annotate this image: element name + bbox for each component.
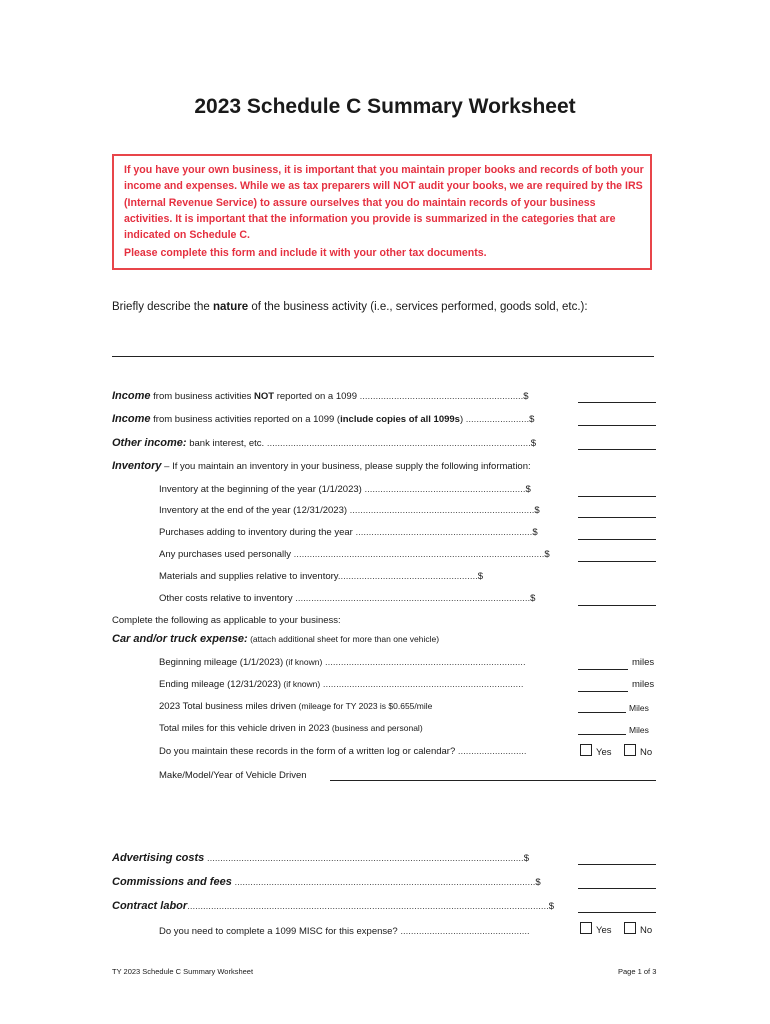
income-not-1099-field[interactable] (578, 390, 656, 403)
make-model-field[interactable] (330, 768, 656, 781)
misc-no-option[interactable] (624, 922, 652, 936)
no-label: No (640, 925, 653, 936)
car-note: (attach additional sheet for more than one vehicle) (247, 634, 440, 644)
inventory-item-label: Inventory at the beginning of the year (1/1/2023) (159, 484, 362, 495)
income-text: from business activities reported on a 1099 ( (150, 414, 341, 425)
advertising-label: Advertising costs (112, 852, 205, 864)
currency-sign: $ (523, 391, 529, 402)
other-income-text: bank interest, etc. (186, 438, 265, 449)
currency-sign: $ (530, 438, 537, 449)
mileage-rate-note: (mileage for TY 2023 is $0.655/mile (296, 701, 433, 711)
advertising-field[interactable] (578, 852, 656, 865)
business-miles-field[interactable] (578, 701, 626, 713)
records-question-text: Do you maintain these records in the form of a written log or calendar? (159, 746, 456, 757)
commissions-label: Commissions and fees (112, 876, 232, 888)
records-yes-option[interactable] (580, 744, 612, 758)
checkbox-icon[interactable] (624, 744, 636, 756)
currency-sign: $ (535, 877, 541, 888)
footer-left: TY 2023 Schedule C Summary Worksheet (112, 967, 254, 976)
footer-page-number: Page 1 of 3 (618, 967, 657, 976)
dot-leader: ................................................................... (352, 527, 533, 538)
dot-leader: ...................................................................... (347, 505, 535, 516)
if-known-note: (if known) (281, 679, 321, 689)
begin-mileage-row (159, 657, 526, 668)
car-label: Car and/or truck expense: (112, 633, 248, 645)
inventory-header (112, 460, 531, 472)
inventory-item (159, 505, 540, 516)
end-mileage-label: Ending mileage (12/31/2023) (159, 679, 282, 690)
nature-bold: nature (213, 301, 249, 313)
checkbox-icon[interactable] (580, 922, 592, 934)
inventory-item-label: Inventory at the end of the year (12/31/2023) (159, 505, 348, 516)
dot-leader: .................................................................................................... (264, 438, 531, 449)
miles-label: Miles (629, 703, 649, 713)
inventory-item-label: Any purchases used personally (159, 549, 292, 560)
dot-leader: ..................................................... (337, 571, 478, 582)
vehicle-miles-field[interactable] (578, 723, 626, 735)
dot-leader: ............................................................. (361, 484, 526, 495)
if-known-note: (if known) (283, 657, 323, 667)
page-title: 2023 Schedule C Summary Worksheet (194, 95, 576, 118)
dot-leader: ........................................................................................................................ (204, 853, 524, 864)
inventory-begin-field[interactable] (578, 484, 656, 497)
inventory-item-label: Other costs relative to inventory (159, 593, 293, 604)
vehicle-miles-row (159, 723, 423, 734)
nature-answer-line[interactable] (112, 356, 654, 357)
commissions-field[interactable] (578, 876, 656, 889)
income-1099-row (112, 413, 534, 425)
inventory-item-label: Materials and supplies relative to inventory (159, 571, 338, 582)
miles-label: miles (632, 657, 655, 668)
dot-leader: ............................................................................................... (291, 549, 545, 560)
notice-instruction: Please complete this form and include it with your other tax documents. (124, 247, 487, 260)
dot-leader: .................................................................................................................. (231, 877, 536, 888)
yes-label: Yes (596, 925, 612, 936)
business-personal-note: (business and personal) (329, 723, 423, 733)
other-income-row (112, 437, 536, 449)
dot-leader: ............................................................................ (320, 679, 524, 690)
inventory-item (159, 593, 535, 604)
currency-sign: $ (523, 853, 529, 864)
yes-label: Yes (596, 747, 612, 758)
currency-sign: $ (548, 901, 555, 912)
income-text: from business activities (150, 391, 254, 402)
currency-sign: $ (534, 505, 540, 516)
car-intro: Complete the following as applicable to your business: (112, 615, 341, 626)
other-income-label: Other income: (112, 437, 187, 449)
no-label: No (640, 747, 653, 758)
inventory-item-label: Purchases adding to inventory during the year (159, 527, 353, 538)
currency-sign: $ (477, 571, 484, 582)
inventory-purchases-field[interactable] (578, 527, 656, 540)
begin-mileage-label: Beginning mileage (1/1/2023) (159, 657, 284, 668)
inventory-item (159, 549, 550, 560)
dot-leader: ......................................................................................................................................... (187, 901, 549, 912)
income-text: reported on a 1099 (274, 391, 357, 402)
income-not: NOT (254, 391, 275, 402)
records-question (159, 746, 527, 757)
business-miles-label: 2023 Total business miles driven (159, 701, 297, 712)
dot-leader: .......................... (455, 746, 527, 757)
contract-labor-label: Contract labor (112, 900, 188, 912)
checkbox-icon[interactable] (624, 922, 636, 934)
currency-sign: $ (530, 593, 536, 604)
inventory-item (159, 527, 538, 538)
end-mileage-field[interactable] (578, 679, 628, 692)
dot-leader: .............................................................. (357, 391, 524, 402)
miles-label: Miles (629, 725, 649, 735)
currency-sign: $ (529, 414, 535, 425)
income-1099-field[interactable] (578, 413, 656, 426)
nature-suffix: of the business activity (i.e., services performed, goods sold, etc.): (248, 301, 588, 313)
records-no-option[interactable] (624, 744, 652, 758)
inventory-item (159, 571, 483, 582)
income-not-1099-row (112, 390, 529, 402)
currency-sign: $ (532, 527, 538, 538)
misc-yes-option[interactable] (580, 922, 612, 936)
inventory-personal-field[interactable] (578, 549, 656, 562)
begin-mileage-field[interactable] (578, 657, 628, 670)
misc-question-text: Do you need to complete a 1099 MISC for this expense? (159, 926, 398, 937)
inventory-end-field[interactable] (578, 505, 656, 518)
advertising-row (112, 852, 529, 864)
inventory-label: Inventory (112, 460, 162, 472)
end-mileage-row (159, 679, 523, 690)
commissions-row (112, 876, 541, 888)
checkbox-icon[interactable] (580, 744, 592, 756)
nature-prompt (112, 301, 588, 313)
dot-leader: ......................................................................................... (292, 593, 531, 604)
nature-prefix: Briefly describe the (112, 301, 213, 313)
make-model-label: Make/Model/Year of Vehicle Driven (159, 770, 307, 781)
currency-sign: $ (544, 549, 550, 560)
dot-leader: ............................................................................ (322, 657, 526, 668)
car-header (112, 633, 439, 645)
business-miles-row (159, 701, 432, 712)
notice-box (112, 154, 652, 270)
contract-labor-field[interactable] (578, 900, 656, 913)
currency-sign: $ (525, 484, 531, 495)
include-copies-text: include copies of all 1099s (340, 414, 460, 425)
misc-1099-question (159, 926, 530, 937)
inventory-item (159, 484, 531, 495)
dot-leader: ........................ (463, 414, 530, 425)
dot-leader: ................................................. (397, 926, 530, 937)
miles-label: miles (632, 679, 655, 690)
inventory-other-field[interactable] (578, 593, 656, 606)
income-label: Income (112, 390, 151, 402)
income-text: ) (459, 414, 464, 425)
contract-labor-row (112, 900, 554, 912)
vehicle-miles-label: Total miles for this vehicle driven in 2023 (159, 723, 330, 734)
notice-text: If you have your own business, it is important that you maintain proper books and records of both your income and expenses. While we as tax preparers will NOT audit your books, we are required by the IRS (Internal Revenue Service) to assure ourselves that you do maintain records of your business activities. It is important that the information you provide is summarized in the categories that are indicated on Schedule C. (124, 164, 644, 242)
other-income-field[interactable] (578, 437, 656, 450)
income-label: Income (112, 413, 151, 425)
inventory-text: – If you maintain an inventory in your business, please supply the following information: (161, 461, 531, 472)
